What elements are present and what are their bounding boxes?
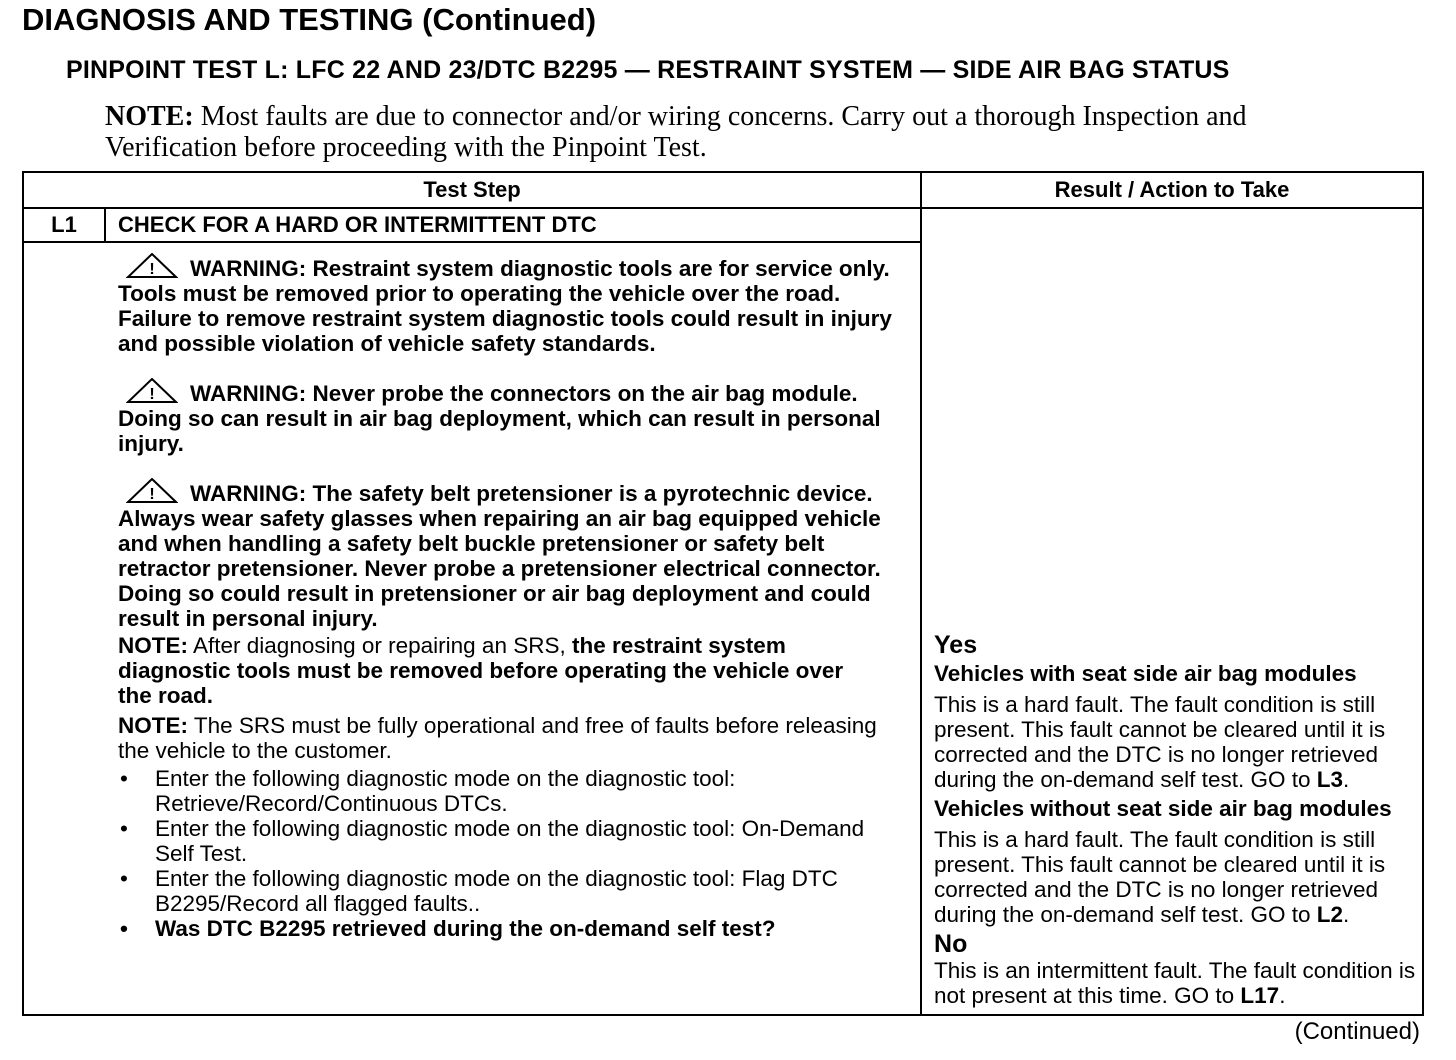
continued-label: (Continued) <box>1294 1018 1420 1045</box>
result-yes: Yes <box>934 631 978 659</box>
list-item: • Enter the following diagnostic mode on the diagnostic tool: On-Demand Self Test. <box>118 816 920 866</box>
goto-l2-link[interactable]: L2 <box>1316 902 1343 927</box>
step-header-row <box>23 208 1423 242</box>
result-no: No <box>934 930 968 958</box>
note-text: Most faults are due to connector and/or wiring concerns. Carry out a thorough Inspection and Verification before proceeding with the Pinpoint Test. <box>105 101 1247 163</box>
step-id: L1 <box>23 208 105 242</box>
note-srs-tools: NOTE: After diagnosing or repairing an SRS, the restraint system diagnostic tools must be removed before operating the vehicle over the road. <box>118 633 844 708</box>
svg-text:!: ! <box>149 261 155 278</box>
result-without-heading: Vehicles without seat side air bag modules <box>934 796 1392 821</box>
goto-l17-link[interactable]: L17 <box>1240 983 1280 1008</box>
result-no-text: This is an intermittent fault. The fault condition is not present at this time. GO to L17. <box>934 958 1416 1008</box>
pinpoint-test-title: PINPOINT TEST L: LFC 22 AND 23/DTC B2295 — RESTRAINT SYSTEM — SIDE AIR BAG STATUS <box>66 56 1230 84</box>
goto-l3-link[interactable]: L3 <box>1316 767 1343 792</box>
warning-triangle-icon <box>126 478 178 504</box>
column-header-test-step: Test Step <box>23 172 921 208</box>
step-title: CHECK FOR A HARD OR INTERMITTENT DTC <box>105 208 921 242</box>
result-with-text: This is a hard fault. The fault condition is still present. This fault cannot be cleared until it is corrected and the DTC is no longer retrieved during the on-demand self test. GO to L3. <box>934 692 1386 792</box>
list-item-question: • Was DTC B2295 retrieved during the on-demand self test? <box>118 916 920 941</box>
warning-2: ! WARNING: Never probe the connectors on the air bag module. Doing so can result in air bag deployment, which can result in personal injury. <box>118 378 920 456</box>
warning-triangle-icon <box>126 253 178 279</box>
column-header-result: Result / Action to Take <box>921 172 1423 208</box>
table-header-row <box>23 172 1423 208</box>
result-action-cell <box>921 208 1423 1015</box>
pinpoint-test-table <box>22 171 1424 1016</box>
intro-note <box>105 101 1285 163</box>
warning-triangle-icon <box>126 378 178 404</box>
warning-1: ! WARNING: Restraint system diagnostic tools are for service only. Tools must be removed prior to operating the vehicle over the road. Failure to remove restraint system diagnostic tools could result in injury and possible violation of vehicle safety standards. <box>118 253 920 356</box>
list-item: • Enter the following diagnostic mode on the diagnostic tool: Retrieve/Record/Continuous DTCs. <box>118 766 920 816</box>
procedure-list <box>118 766 920 941</box>
note-label: NOTE: <box>105 101 194 132</box>
warning-3: ! WARNING: The safety belt pretensioner is a pyrotechnic device. Always wear safety glasses when repairing an air bag equipped vehicle and when handling a safety belt buckle pretensioner or safety belt retractor pretensioner. Never probe a pretensioner electrical connector. Doing so could result in pretensioner or air bag deployment and could result in personal injury. <box>118 478 920 631</box>
result-without-text: This is a hard fault. The fault condition is still present. This fault cannot be cleared until it is corrected and the DTC is no longer retrieved during the on-demand self test. GO to L2. <box>934 827 1386 927</box>
list-item: • Enter the following diagnostic mode on the diagnostic tool: Flag DTC B2295/Record all flagged faults.. <box>118 866 920 916</box>
result-with-heading: Vehicles with seat side air bag modules <box>934 661 1357 686</box>
page-title: DIAGNOSIS AND TESTING (Continued) <box>22 2 597 37</box>
note-srs-operational: NOTE: The SRS must be fully operational and free of faults before releasing the vehicle to the customer. <box>118 713 877 763</box>
step-body <box>23 242 921 1015</box>
svg-text:!: ! <box>149 386 155 403</box>
svg-text:!: ! <box>149 486 155 503</box>
